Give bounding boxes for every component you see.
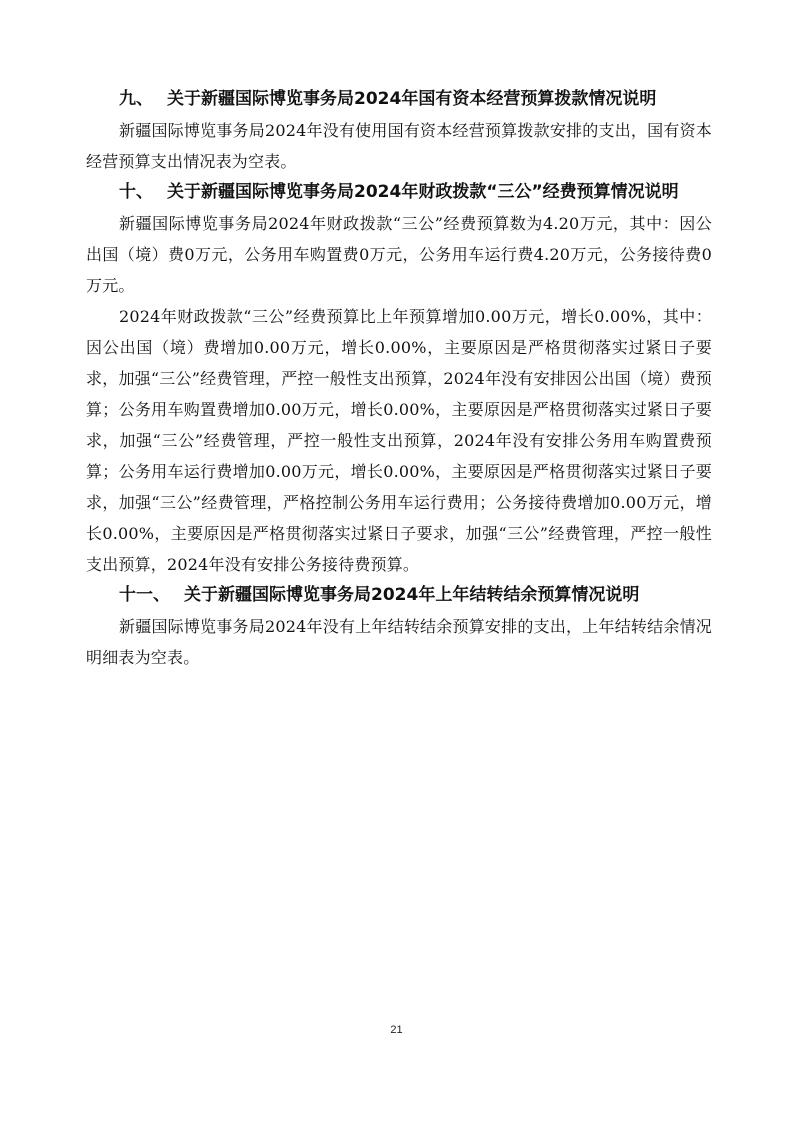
paragraph: 新疆国际博览事务局2024年财政拨款“三公”经费预算数为4.20万元，其中：因公出国（境）费0万元，公务用车购置费0万元，公务用车运行费4.20万元，公务接待费0万元。 [86, 214, 712, 295]
section-title: 关于新疆国际博览事务局2024年财政拨款“三公”经费预算情况说明 [167, 182, 679, 202]
paragraph: 2024年财政拨款“三公”经费预算比上年预算增加0.00万元，增长0.00%，其中：因公出国（境）费增加0.00万元，增长0.00%，主要原因是严格贯彻落实过紧日子要求，加强“三公”经费管理，严控一般性支出预算，2024年没有安排因公出国（境）费预算；公务用车购置费增加0.00万元，增长0.00%，主要原因是严格贯彻落实过紧日子要求，加强“三公”经费管理，严控一般性支出预算，2024年没有安排公务用车购置费预算；公务用车运行费增加0.00万元，增长0.00%，主要原因是严格贯彻落实过紧日子要求，加强“三公”经费管理，严格控制公务用车运行费用；公务接待费增加0.00万元，增长0.00%，主要原因是严格贯彻落实过紧日子要求，加强“三公”经费管理，严控一般性支出预算，2024年没有安排公务接待费预算。 [86, 307, 712, 574]
section-number: 九、 [119, 89, 153, 109]
section-heading-9 [86, 84, 712, 115]
paragraph: 新疆国际博览事务局2024年没有上年结转结余预算安排的支出，上年结转结余情况明细表为空表。 [86, 617, 712, 667]
document-body [86, 84, 712, 673]
page-number: 21 [390, 1024, 403, 1036]
section-number: 十一、 [119, 585, 170, 605]
paragraph: 新疆国际博览事务局2024年没有使用国有资本经营预算拨款安排的支出，国有资本经营预算支出情况表为空表。 [86, 121, 712, 171]
section-heading-11 [86, 580, 712, 611]
section-title: 关于新疆国际博览事务局2024年国有资本经营预算拨款情况说明 [167, 89, 657, 109]
section-title: 关于新疆国际博览事务局2024年上年结转结余预算情况说明 [184, 585, 640, 605]
section-heading-10 [86, 177, 712, 208]
section-number: 十、 [119, 182, 153, 202]
